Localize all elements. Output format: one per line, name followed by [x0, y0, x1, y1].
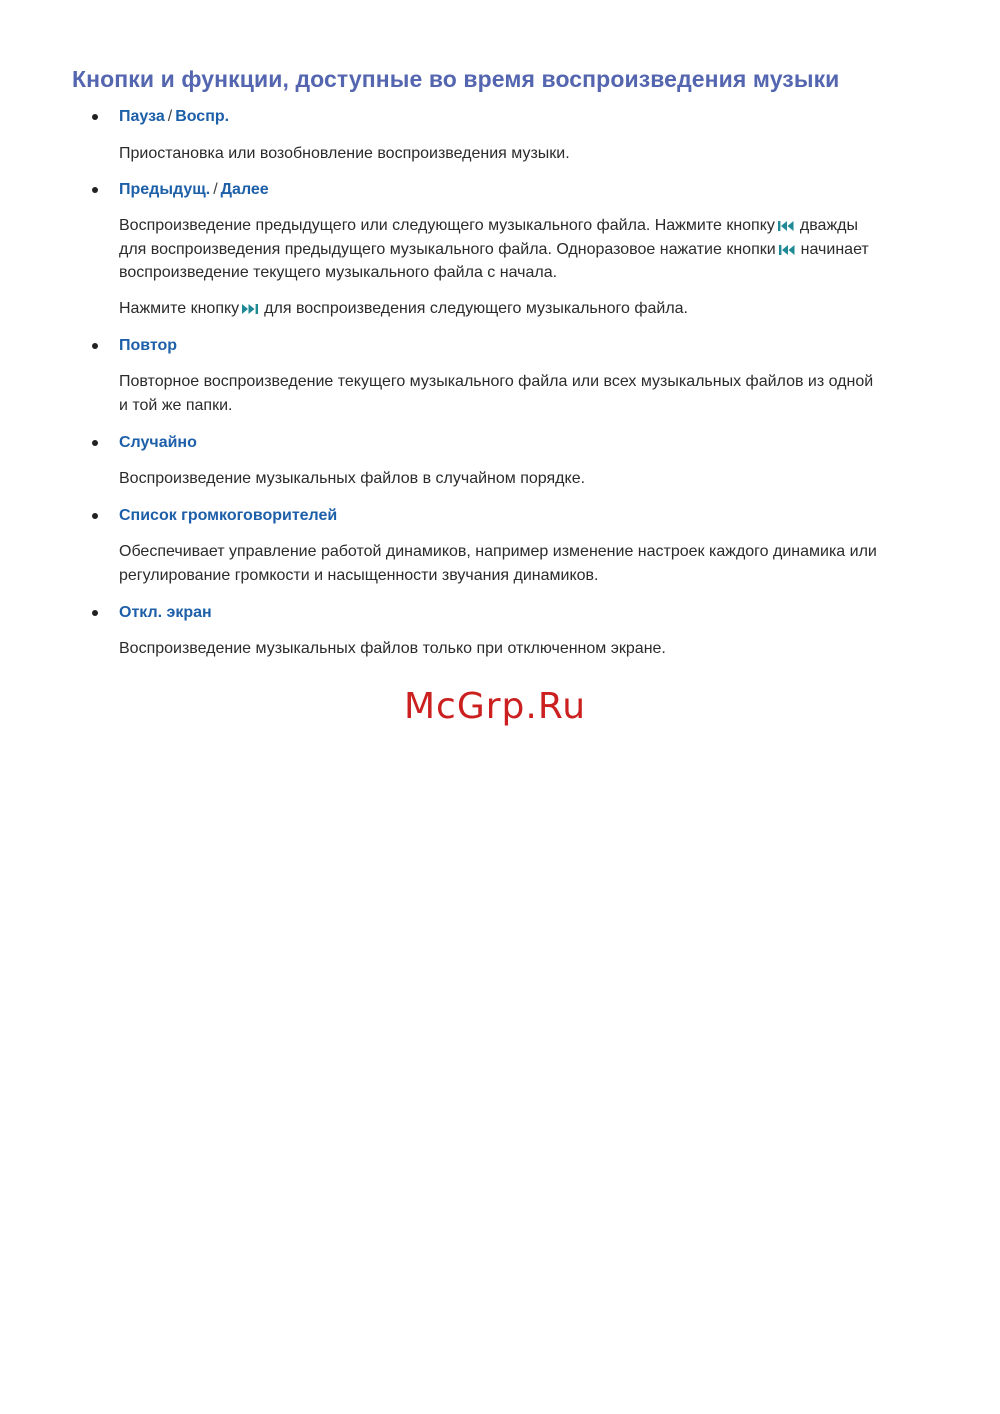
item-description: Приостановка или возобновление воспроизведения музыки. — [119, 145, 570, 162]
label-pause: Пауза — [119, 108, 165, 125]
label-previous: Предыдущ. — [119, 181, 211, 198]
item-description — [119, 540, 929, 587]
item-heading — [92, 601, 952, 625]
bullet-icon — [92, 114, 98, 120]
item-heading — [92, 334, 952, 358]
list-item-previous-next — [92, 178, 952, 320]
page-title: Кнопки и функции, доступные во время воспроизведения музыки — [72, 66, 840, 92]
item-description — [119, 370, 929, 417]
label-screen-off: Откл. экран — [119, 604, 212, 621]
description-line — [119, 238, 929, 262]
previous-track-icon — [778, 220, 797, 232]
list-item-shuffle — [92, 431, 952, 491]
bullet-icon — [92, 343, 98, 349]
previous-track-icon — [779, 244, 798, 256]
list-item-screen-off — [92, 601, 952, 661]
label-shuffle: Случайно — [119, 434, 197, 451]
label-next: Далее — [220, 181, 269, 198]
description-text: для воспроизведения следующего музыкального файла. — [264, 299, 688, 317]
item-description: Воспроизведение музыкальных файлов в случайном порядке. — [119, 470, 586, 487]
description-text: дважды — [799, 217, 858, 234]
description-text: Нажмите кнопку — [119, 299, 240, 317]
description-text: Воспроизведение предыдущего или следующего музыкального файла. Нажмите кнопку — [119, 217, 775, 234]
list-item-pause-play — [92, 105, 952, 166]
description-line: воспроизведение текущего музыкального файла с начала. — [119, 264, 558, 281]
item-heading-text — [119, 105, 229, 129]
description-line: и той же папки. — [119, 396, 233, 414]
list-item-speaker-list — [92, 504, 952, 587]
label-separator: / — [213, 181, 218, 198]
label-play: Воспр. — [175, 108, 230, 125]
next-track-icon — [242, 303, 261, 315]
bullet-icon — [92, 187, 98, 193]
item-heading-text — [119, 178, 269, 202]
item-description-secondary — [119, 297, 929, 321]
item-description: Воспроизведение музыкальных файлов только при отключенном экране. — [119, 640, 666, 657]
description-line: Повторное воспроизведение текущего музыкального файла или всех музыкальных файлов из одной — [119, 373, 874, 390]
description-text: начинает — [800, 240, 869, 258]
item-description — [119, 214, 929, 285]
description-line: регулирование громкости и насыщенности звучания динамиков. — [119, 566, 599, 584]
description-text: для воспроизведения предыдущего музыкального файла. Одноразовое нажатие кнопки — [119, 240, 776, 258]
item-heading — [92, 431, 952, 455]
label-speaker-list: Список громкоговорителей — [119, 507, 338, 524]
watermark: McGrp.Ru — [404, 686, 587, 727]
label-repeat: Повтор — [119, 337, 178, 354]
list-item-repeat — [92, 334, 952, 417]
item-heading — [92, 178, 952, 202]
bullet-icon — [92, 610, 98, 616]
description-line — [119, 214, 929, 238]
item-heading — [92, 105, 952, 129]
bullet-icon — [92, 513, 98, 519]
label-separator: / — [167, 108, 173, 125]
item-heading — [92, 504, 952, 528]
description-line: Обеспечивает управление работой динамиков, например изменение настроек каждого динамика или — [119, 543, 877, 560]
bullet-icon — [92, 440, 98, 446]
